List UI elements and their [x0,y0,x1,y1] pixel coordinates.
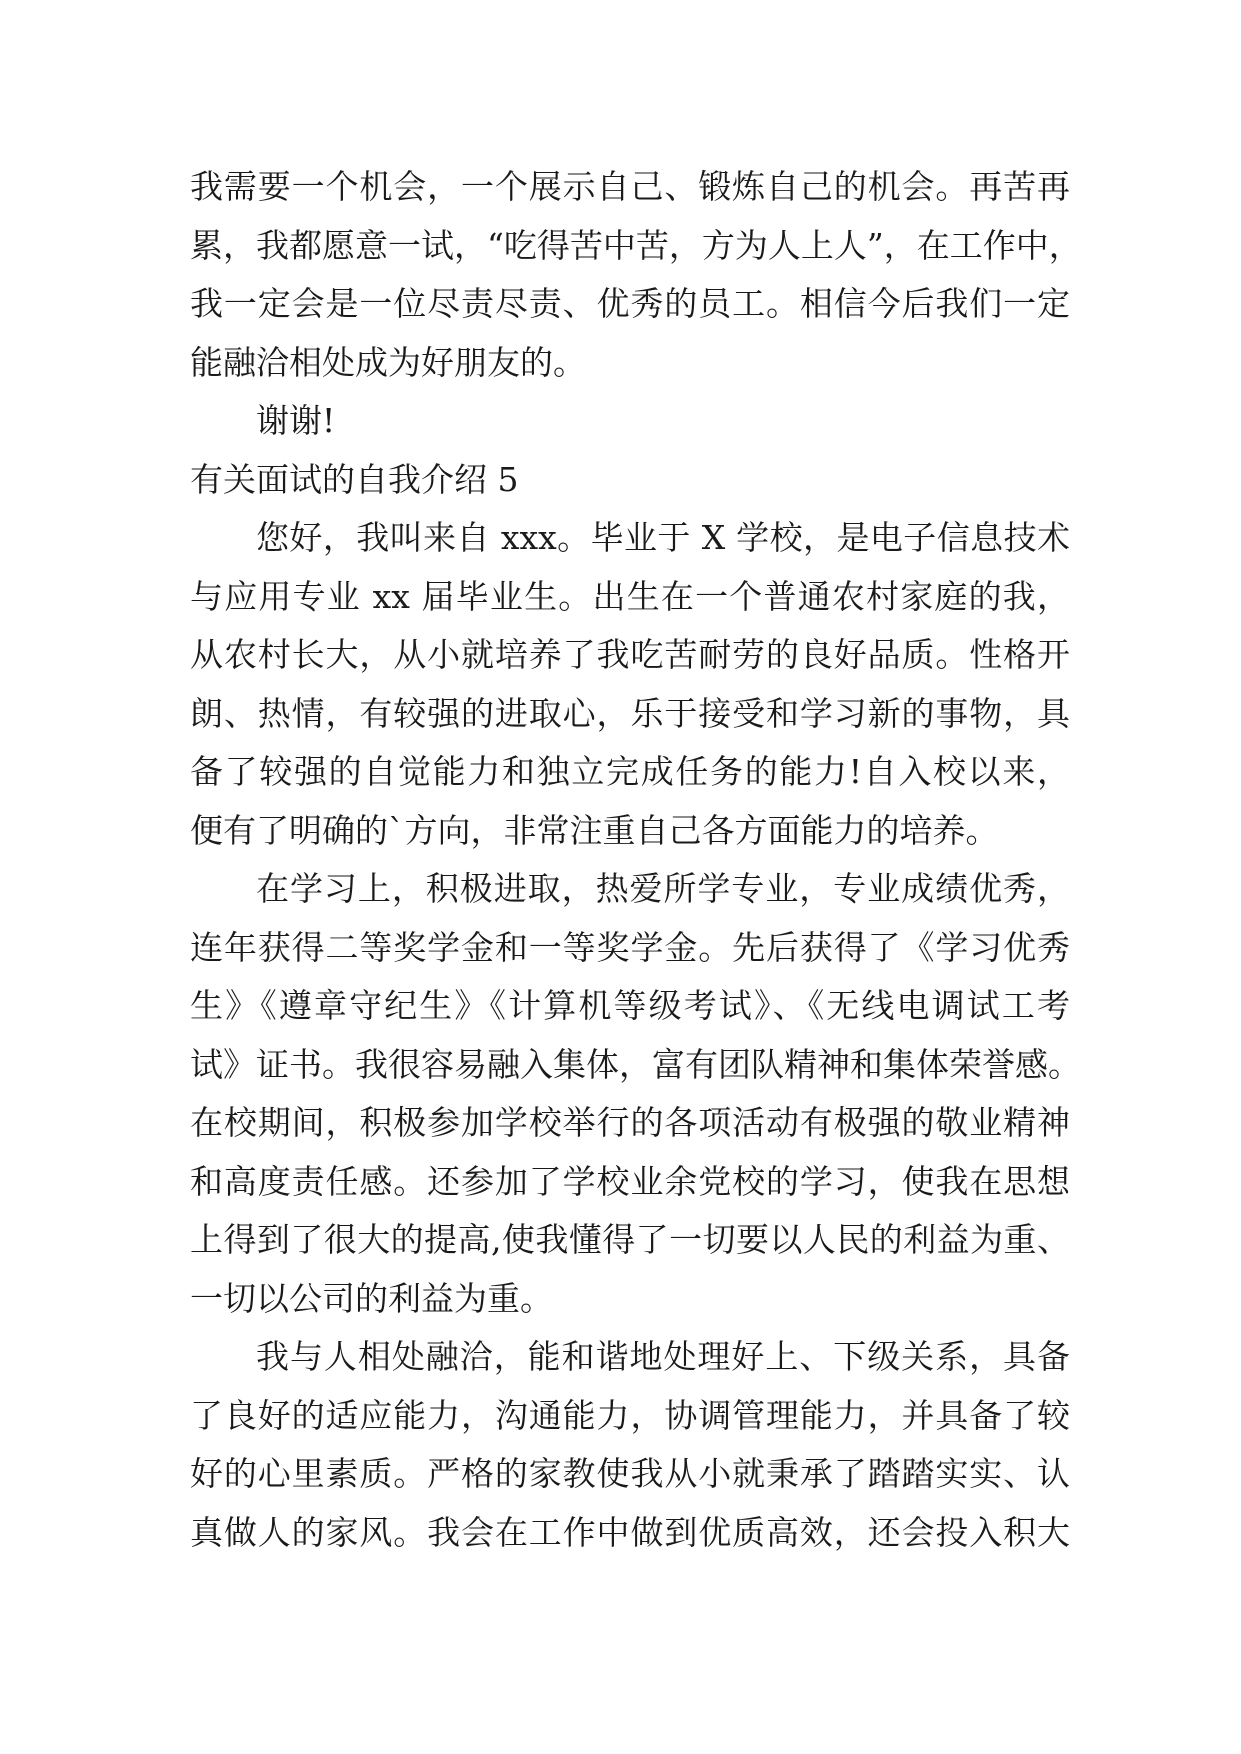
text-line: 真做人的家风。我会在工作中做到优质高效，还会投入积大 [190,1512,1070,1552]
text-line: 与应用专业 xx 届毕业生。出生在一个普通农村家庭的我， [190,576,1070,616]
paragraph-intro [190,509,1070,860]
text-line: 一切以公司的利益为重。 [190,1278,553,1318]
text-line: 从农村长大，从小就培养了我吃苦耐劳的良好品质。性格开 [190,635,1070,674]
text-line: 能融洽相处成为好朋友的。 [190,342,586,382]
paragraph-character [190,1328,1070,1562]
section-heading: 有关面试的自我介绍 5 [190,459,519,499]
text-line: 便有了明确的`方向，非常注重自己各方面能力的培养。 [190,810,999,850]
paragraph-study [190,860,1081,1328]
text-line: 试》证书。我很容易融入集体，富有团队精神和集体荣誉感。 [190,1044,1081,1084]
text-line: 朗、热情，有较强的进取心，乐于接受和学习新的事物，具 [190,693,1070,733]
text-line: 我与人相处融洽，能和谐地处理好上、下级关系，具备 [256,1337,1070,1376]
paragraph-thanks [190,392,1070,451]
text-line: 生》《遵章守纪生》《计算机等级考试》、《无线电调试工考 [190,986,1070,1025]
text-line: 备了较强的自觉能力和独立完成任务的能力!自入校以来， [190,752,1070,791]
text-line: 了良好的适应能力，沟通能力，协调管理能力，并具备了较 [190,1395,1070,1435]
text-line: 我一定会是一位尽责尽责、优秀的员工。相信今后我们一定 [190,284,1070,323]
text-line: 您好，我叫来自 xxx。毕业于 X 学校，是电子信息技术 [256,518,1070,557]
text-line: 连年获得二等奖学金和一等奖学金。先后获得了《学习优秀 [190,927,1070,967]
text-line: 好的心里素质。严格的家教使我从小就秉承了踏踏实实、认 [190,1454,1070,1493]
text-line: 上得到了很大的提高,使我懂得了一切要以人民的利益为重、 [190,1220,1070,1259]
document-body [190,158,1082,1562]
text-line: 累，我都愿意一试，“吃得苦中苦，方为人上人”，在工作中， [190,225,1082,265]
text-line: 在校期间，积极参加学校举行的各项活动有极强的敬业精神 [190,1103,1070,1142]
text-line: 和高度责任感。还参加了学校业余党校的学习，使我在思想 [190,1161,1070,1201]
text-line: 在学习上，积极进取，热爱所学专业，专业成绩优秀， [256,869,1070,908]
text-line: 我需要一个机会，一个展示自己、锻炼自己的机会。再苦再 [190,167,1070,206]
text-line: 谢谢! [256,401,336,440]
paragraph-closing [190,158,1082,392]
